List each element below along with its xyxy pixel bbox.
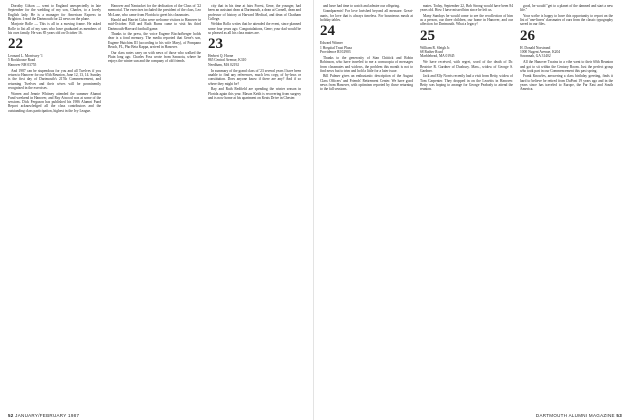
class-section-number: 25 <box>420 27 435 44</box>
right-page-footer <box>536 413 622 418</box>
paragraph: Warren and Jennie Whitney attended the summer Alumni Fund weekend in Hanover, and Ray Atwood was at some of the sessions. Dick Ferguson has published his 1986 Alumni Fund Report acknowledged all the class contributors and the outstanding class participation, highest in the Ivy League. <box>8 91 101 113</box>
address-line: Providence RI 02903 <box>320 49 351 54</box>
address-line: William R. Sleigh Jr. <box>420 45 451 50</box>
address-line: Edward Witmer <box>320 41 343 46</box>
left-column-3 <box>208 4 301 101</box>
address-line: Leonard L. Morrissey '1 <box>8 54 43 59</box>
class-section-number: 23 <box>208 36 223 53</box>
class-section-number: 26 <box>520 27 535 44</box>
address-line: Herbert Q. Horne <box>208 54 234 59</box>
left-column-2 <box>108 4 201 65</box>
paragraph: Hanover and Nantucket for the dedication of the Class of '22 memorial. The exercises included the president of the class, Leo McLane, who came from Florida to greet his classmates. <box>108 4 201 17</box>
paragraph: Your scribe is happy to have this opportunity to report on the list of 'one-liners' classmates of ours from the classic typography saved in our files. <box>520 13 613 27</box>
paragraph: Thanks to the press, the voice Eugene Bischofberger holds dear is a fond memory. The media reported that Gene's son, Eugene Hutchins III (according to his wife Mary), of Pompano Beach, FL, Pho Beta Kappa, arrived in Hanover. <box>108 32 201 50</box>
right-column-2 <box>420 4 513 93</box>
paragraph: good, he would "get to a planet of the damned and start a new life." <box>520 4 613 13</box>
issue-date: JANUARY/FEBRUARY 1987 <box>15 413 80 418</box>
address-line: 1 Hospital Trust Plaza <box>320 45 352 50</box>
left-page-footer <box>8 413 79 418</box>
right-column-1 <box>320 4 413 93</box>
class-secretary-address <box>8 54 101 67</box>
paragraph: mates. Today, September 22, Bob Strong would have been 84 years old. How I have missed him since he left us. <box>420 4 513 13</box>
paragraph: Weldon Rollo writes that he attended the event, since planned some four years ago. Congratulations, Gene; your dad would be so pleased as all his class mates are. <box>208 22 301 35</box>
paragraph: We have received, with regret, word of the death of Dr. Beatrice R. Gardner of Duxbury. Mass., widow of George S. Gardner. <box>420 60 513 73</box>
class-section-number: 22 <box>8 36 23 53</box>
paragraph: Thanks to the generosity of Stan Chittick and Robin Robinson, who have traveled to me a cornucopia of messages from classmates and widows, the problem this month is not to find news but to trim and hold a little for a later issue. <box>320 55 413 73</box>
paragraph: and have had time to watch and admire our offspring. <box>323 4 400 8</box>
paragraph: Ray and Ruth Redfield are spending the winter season in Florida again this year. Mason Keith is recovering from surgery and is now home at his apartment on Keats Drive in Chester. <box>208 87 301 100</box>
address-line: Needham, MA 02192 <box>208 62 240 67</box>
paragraph: Grandparents! For love lavished beyond all measure. Great-aunts, for love that is always timeless. For bounteous meals at holiday tables. <box>320 9 413 23</box>
class-section-number: 24 <box>320 23 335 40</box>
paragraph: In summary of the grand class of '23 several years I have been unable to find any references, much less copy, of by-laws or constitution. Does anyone know if there are any? And if so where they might be? <box>208 68 301 86</box>
paragraph: Frank Knowles, answering a class birthday greeting, finds it hard to believe he retired from DuPont 19 years ago and in the years since has traveled to Europe, the Far East and South America. <box>520 74 613 92</box>
paragraph: Many Sundays he would come to see the recollection of him as a person, our three children, our home in Hanover, and our affection for Dartmouth. What a legacy! <box>420 13 513 27</box>
address-line: Hanover NH 03755 <box>8 62 37 67</box>
paragraph: Bill Palmer gives an enthusiastic description of the August Class Officers' and Friends' Retirement Center. We have good news from Hanover, with optimism reported by those returning to the fall sessions. <box>320 74 413 92</box>
paragraph: Harold and Harriet Cohn were welcome visitors to Hanover in mid-October. Bill and Ruth Burns came to visit his third Dartmouth-Harvard football game. <box>108 18 201 31</box>
paragraph: Jack and Elly Norris recently had a visit from Betty, widow of Tom Carpenter. They dropped in on the Leavitts in Hanover. Betty was hoping to arrange for George Peabody to attend the reunion. <box>420 74 513 92</box>
class-secretary-address <box>420 46 513 59</box>
page-number: 52 <box>8 413 14 418</box>
class-secretary-address <box>320 41 413 54</box>
paragraph: city that in his time at fairs Forest, Gene, the younger, had been an assistant dean at Dartmouth, a dean at Cornell, dean and professor of history at Harvard Medical, and dean of Chatham College. <box>208 4 301 21</box>
paragraph: Marjorie Rolle — This is all in a moving frame. He asked Rolle to list all of my sons who have graduated as members of his own family. He was 85 years old on October 16. <box>8 22 101 35</box>
right-column-3 <box>520 4 613 93</box>
address-line: 68 Ruther Road <box>420 49 443 54</box>
class-secretary-address <box>208 54 301 67</box>
address-line: 1000 Nugent Avenue, K204 <box>520 49 561 54</box>
address-line: 5 Rockhouse Road <box>8 58 36 63</box>
address-line: H. Donald Norstrand <box>520 45 551 50</box>
page-number: 53 <box>616 413 622 418</box>
address-line: 865 Central Avenue, K310 <box>208 58 247 63</box>
class-secretary-address <box>520 46 613 59</box>
right-page <box>314 0 628 420</box>
address-line: Marblehead, MA 01945 <box>420 54 455 59</box>
address-line: Savannah, GA 31402 <box>520 54 551 59</box>
paragraph: Our class notes carry on with news of those who walked the Plain long ago. Charles Foss wrote from Sarasota, where he enjoys the winter sun and the company of old friends. <box>108 50 201 64</box>
paragraph: And 1987 can be stupendous for you and all Twelves if you return to Hanover for our 65th Reunion, June 12, 13, 14. Sunday is the first day of Dartmouth's 217th Commencement, and returning Twelves and their wives will be prominently recognized in the exercises. <box>8 68 101 91</box>
paragraph: All the Hanover Twains in a vibe went to their 60th Reunion and got to sit within the Century Room. Just the perfect group who took part in our Commencement this past spring. <box>520 60 613 73</box>
left-column-1 <box>8 4 101 114</box>
magazine-name: DARTMOUTH ALUMNI MAGAZINE <box>535 413 615 418</box>
paragraph: Dorothy Gilson — went to England unexpectedly in late September for the wedding of my son, Charles, to a lovely English lady. He is a manager for American Express in Brighton. I read the Dartmouth for 22 news on the plane. <box>8 4 101 21</box>
